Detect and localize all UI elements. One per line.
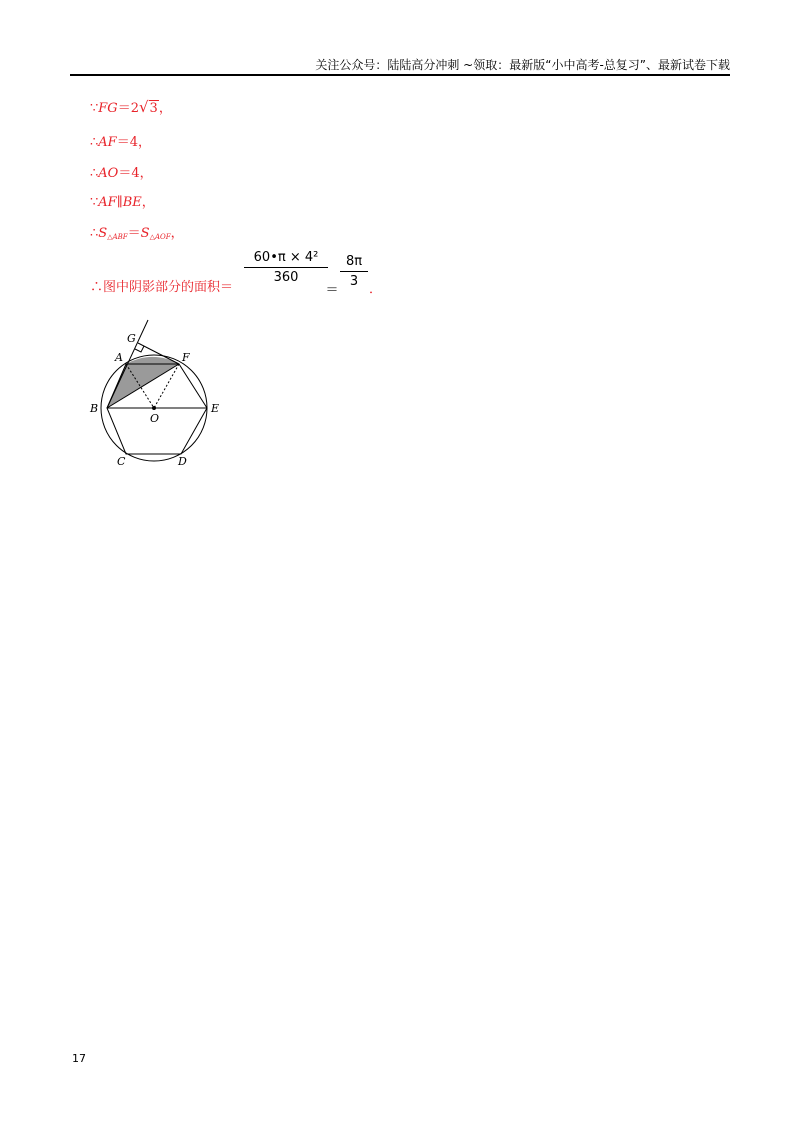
label-e: E [211,402,220,415]
area-symbol: S [98,226,108,241]
therefore-symbol: ∴ [90,166,99,181]
segment-fg: FG [98,101,118,116]
solution-line-3 [90,162,153,181]
radicand: 3 [149,101,158,116]
equals-sign: ＝ [325,283,339,298]
segment-be: BE [122,195,142,210]
solution-line-2 [90,131,151,150]
label-b: B [90,402,99,415]
shaded-area-statement: ∴图中阴影部分的面积＝ [90,280,234,295]
right-angle-icon [135,346,144,352]
equals-sign: ＝ [127,226,141,241]
header-text: 关注公众号：陆陆高分冲刺 ~领取：最新版“小中高考-总复习”、最新试卷下载 [315,58,730,72]
label-c: C [117,455,126,468]
label-d: D [178,455,187,468]
fraction-numerator: 8π [345,254,363,269]
label-o: O [150,412,160,425]
punctuation: ， [141,195,155,210]
parallel-symbol: ∥ [116,195,123,210]
period [369,278,382,297]
equals-value: ＝4， [118,166,153,181]
segment-af: AF [98,195,117,210]
solution-line-6 [90,276,233,295]
triangle-abf-subscript: △ABF [107,233,128,241]
because-symbol: ∵ [90,101,99,116]
segment-ao: AO [98,166,119,181]
label-a: A [115,351,123,364]
label-f: F [182,351,190,364]
punctuation: ， [170,226,184,241]
therefore-symbol: ∴ [90,226,99,241]
solution-line-1 [90,97,172,116]
equals-value: ＝2 [117,101,139,116]
fraction-denominator: 360 [273,270,299,285]
punctuation: ， [158,101,172,116]
solution-line-5 [90,222,184,241]
segment-af: AF [98,135,117,150]
fraction-sector-area [244,250,328,285]
page-number: 17 [72,1052,86,1065]
label-g: G [127,332,136,345]
equals-value: ＝4， [116,135,151,150]
punctuation: ． [369,282,383,297]
area-symbol: S [140,226,150,241]
fraction-denominator: 3 [349,274,359,289]
equals-sign-2 [322,279,342,298]
sqrt-icon: √ [138,98,149,116]
geometry-figure [82,312,232,472]
center-point [152,406,156,410]
because-symbol: ∵ [90,195,99,210]
page-header [70,56,730,76]
fraction-numerator: 60•π × 4² [253,250,319,265]
triangle-aof-subscript: △AOF [149,233,171,241]
solution-line-4 [90,191,155,210]
fraction-result [340,254,368,289]
therefore-symbol: ∴ [90,135,99,150]
